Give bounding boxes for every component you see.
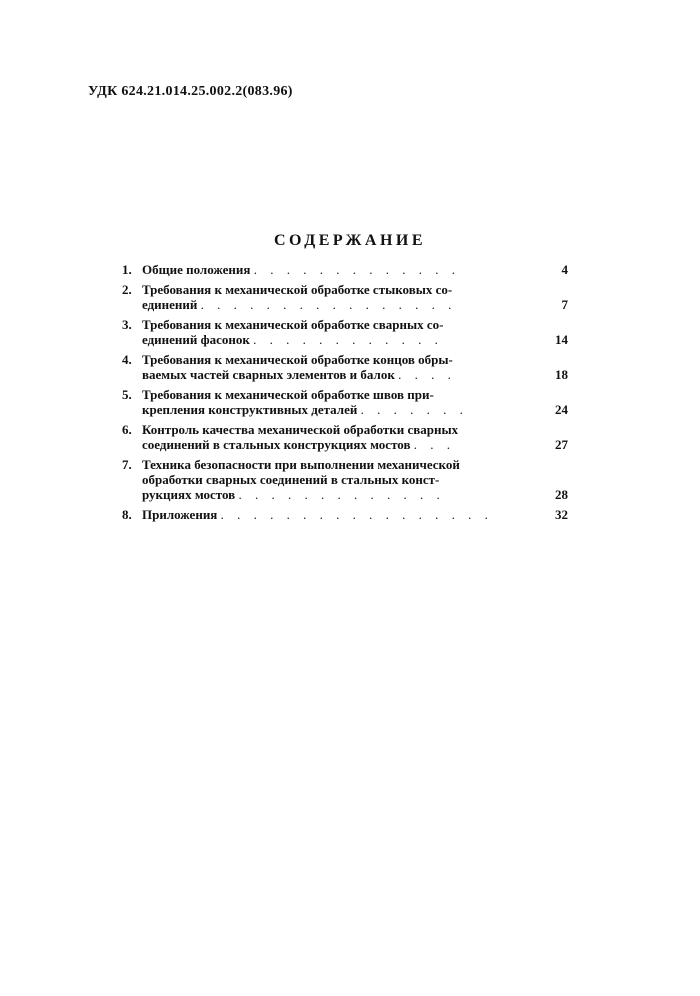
leader-dots: . . . . [398,367,456,382]
toc-entry-4 [122,352,568,382]
toc-entry-number: 8. [122,507,132,522]
toc-entry-page: 24 [555,402,568,417]
toc-entry-3 [122,317,568,347]
toc-entry-number: 4. [122,352,132,367]
toc-entry-title [142,507,532,522]
toc-entry-title [142,387,532,417]
toc-entry-title [142,282,532,312]
toc-entry-6 [122,422,568,452]
toc-entry-line: Контроль качества механической обработки сварных [142,422,459,437]
toc-entry-page: 14 [555,332,568,347]
toc-entry-page: 32 [555,507,568,522]
toc-entry-line: единений [142,297,198,312]
toc-entry-number: 6. [122,422,132,437]
toc-entry-8 [122,507,568,522]
toc-entry-line: крепления конструктивных деталей [142,402,358,417]
toc-entry-number: 7. [122,457,132,472]
toc-entry-title [142,352,532,382]
toc-entry-2 [122,282,568,312]
page-title: СОДЕРЖАНИЕ [273,232,427,249]
toc-entry-number: 5. [122,387,132,402]
toc-entry-1 [122,262,568,277]
udk-code: УДК 624.21.014.25.002.2(083.96) [88,84,293,99]
toc-entry-line: Общие положения [142,262,251,277]
leader-dots: . . . . . . . . . . . . [253,332,443,347]
toc-entry-line: обработки сварных соединений в стальных конст- [142,472,440,487]
table-of-contents [122,262,568,527]
toc-entry-line: рукциях мостов [142,487,236,502]
toc-entry-line: Требования к механической обработке стыковых со- [142,282,453,297]
toc-entry-title [142,422,532,452]
toc-entry-number: 3. [122,317,132,332]
leader-dots: . . . [413,437,455,452]
toc-entry-page: 18 [555,367,568,382]
toc-entry-line: Приложения [142,507,218,522]
toc-entry-title [142,262,532,277]
toc-entry-line: Требования к механической обработке сварных со- [142,317,444,332]
toc-entry-page: 27 [555,437,568,452]
leader-dots: . . . . . . . . . . . . . [253,262,460,277]
leader-dots: . . . . . . . [360,402,468,417]
toc-entry-line: ваемых частей сварных элементов и балок [142,367,395,382]
leader-dots: . . . . . . . . . . . . . . . . . [220,507,493,522]
toc-entry-line: Техника безопасности при выполнении механической [142,457,460,472]
toc-entry-7 [122,457,568,502]
toc-entry-line: Требования к механической обработке швов при- [142,387,434,402]
toc-entry-5 [122,387,568,417]
toc-entry-page: 28 [555,487,568,502]
toc-entry-page: 7 [561,297,568,312]
toc-entry-number: 1. [122,262,132,277]
toc-entry-line: единений фасонок [142,332,250,347]
toc-entry-line: Требования к механической обработке концов обры- [142,352,453,367]
leader-dots: . . . . . . . . . . . . . . . . [200,297,457,312]
toc-entry-title [142,457,532,502]
toc-entry-page: 4 [561,262,568,277]
leader-dots: . . . . . . . . . . . . . [238,487,445,502]
toc-entry-number: 2. [122,282,132,297]
toc-entry-line: соединений в стальных конструкциях мостов [142,437,411,452]
toc-entry-title [142,317,532,347]
